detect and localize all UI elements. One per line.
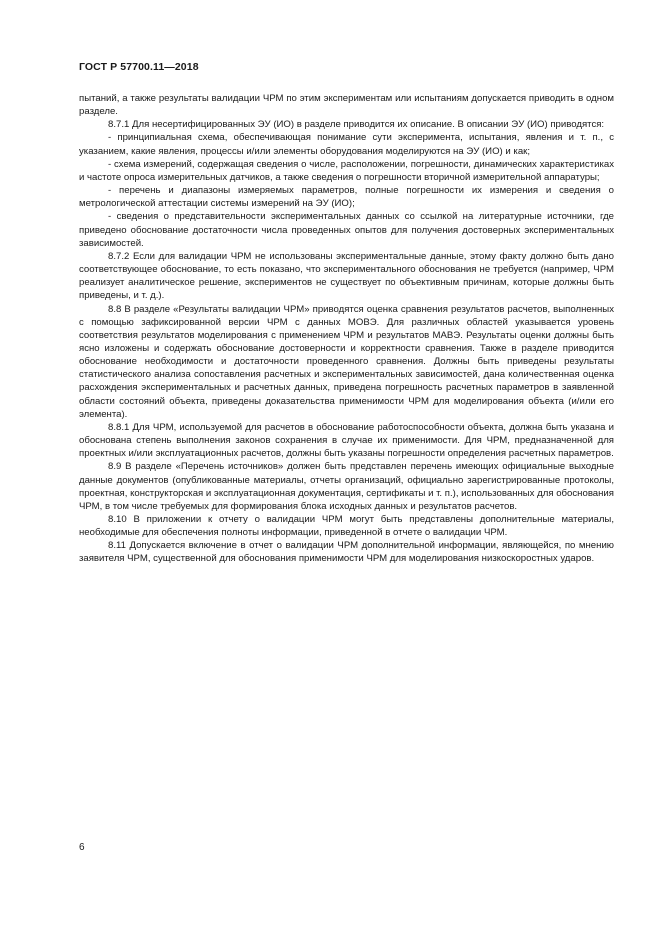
page-number: 6	[79, 842, 85, 853]
paragraph-8-10: 8.10 В приложении к отчету о валидации ЧРМ могут быть представлены дополнительные материалы, необходимые для обеспечения полноты информации, приведенной в отчете о валидации ЧРМ.	[79, 514, 614, 539]
paragraph-continuation: пытаний, а также результаты валидации ЧРМ по этим экспериментам или испытаниям допускается приводить в одном разделе.	[79, 93, 614, 118]
document-code-header: ГОСТ Р 57700.11—2018	[79, 61, 199, 73]
list-item-measured-parameters: - перечень и диапазоны измеряемых параметров, полные погрешности их измерения и сведения о метрологической аттестации системы измерений на ЭУ (ИО);	[79, 185, 614, 210]
paragraph-8-8-1: 8.8.1 Для ЧРМ, используемой для расчетов в обоснование работоспособности объекта, должна быть указана и обоснована степень выполнения законов сохранения в случае их применимости. Для ЧРМ, предназначенной для проектных и/или эксплуатационных расчетов, должны быть указаны погрешности определения расчетных параметров.	[79, 421, 614, 460]
paragraph-8-7-1: 8.7.1 Для несертифицированных ЭУ (ИО) в разделе приводится их описание. В описании ЭУ (ИО) приводятся:	[108, 119, 605, 131]
paragraph-8-8: 8.8 В разделе «Результаты валидации ЧРМ» приводятся оценка сравнения результатов расчетов, выполненных с помощью зафиксированной версии ЧРМ с данных МОВЭ. Для различных областей указывается уровень соответствия результатов моделирования с применением ЧРМ и результатов МАВЭ. Результаты оценки должны быть ясно изложены и содержать обоснование достоверности и корректности сравнения. Также в разделе приводится обоснование необходимости и достаточности проведенного сравнения. Должны быть приведены результаты статистического анализа сопоставления расчетных и экспериментальных зависимостей, дана количественная оценка расхождения экспериментальных и расчетных данных, приведена погрешность расчетных параметров в заявленной области состояний объекта, приведены доказательства применимости ЧРМ для моделирования объекта (и/или его элемента).	[79, 303, 614, 420]
paragraph-8-9: 8.9 В разделе «Перечень источников» должен быть представлен перечень имеющих официальные выходные данные документов (опубликованные материалы, отчеты организаций, официально зарегистрированные протоколы, проектная, конструкторская и эксплуатационная документация, сертификаты и т. п.), использованных для обоснования ЧРМ, в том числе требуемых для формирования блока исходных данных и результатов расчетов.	[79, 461, 614, 512]
paragraph-8-7-2: 8.7.2 Если для валидации ЧРМ не использованы экспериментальные данные, этому факту должно быть дано соответствующее обоснование, то есть показано, что экспериментального обоснования не требуется (например, ЧРМ реализует аналитическое решение, экспериментов не существует по объективным причинам, которые должны быть приведены, и т. д.).	[79, 250, 614, 302]
document-body	[79, 92, 614, 566]
list-item-representativeness: - сведения о представительности экспериментальных данных со ссылкой на литературные источники, где приведено обоснование достаточности числа проведенных опытов для получения достоверных экспериментальных зависимостей.	[79, 211, 614, 249]
paragraph-8-11: 8.11 Допускается включение в отчет о валидации ЧРМ дополнительной информации, являющейся, по мнению заявителя ЧРМ, существенной для обоснования применимости ЧРМ для моделирования низкоскоростных ударов.	[79, 540, 614, 565]
list-item-measurement-scheme: - схема измерений, содержащая сведения о числе, расположении, погрешности, динамических характеристиках и частоте опроса измерительных датчиков, а также сведения о погрешности вторичной измерительной аппаратуры;	[79, 158, 614, 183]
list-item-schematic: - принципиальная схема, обеспечивающая понимание сути эксперимента, испытания, явления и т. п., с указанием, какие явления, процессы и/или элементы оборудования моделируются на ЭУ (ИО) и как;	[79, 132, 614, 157]
